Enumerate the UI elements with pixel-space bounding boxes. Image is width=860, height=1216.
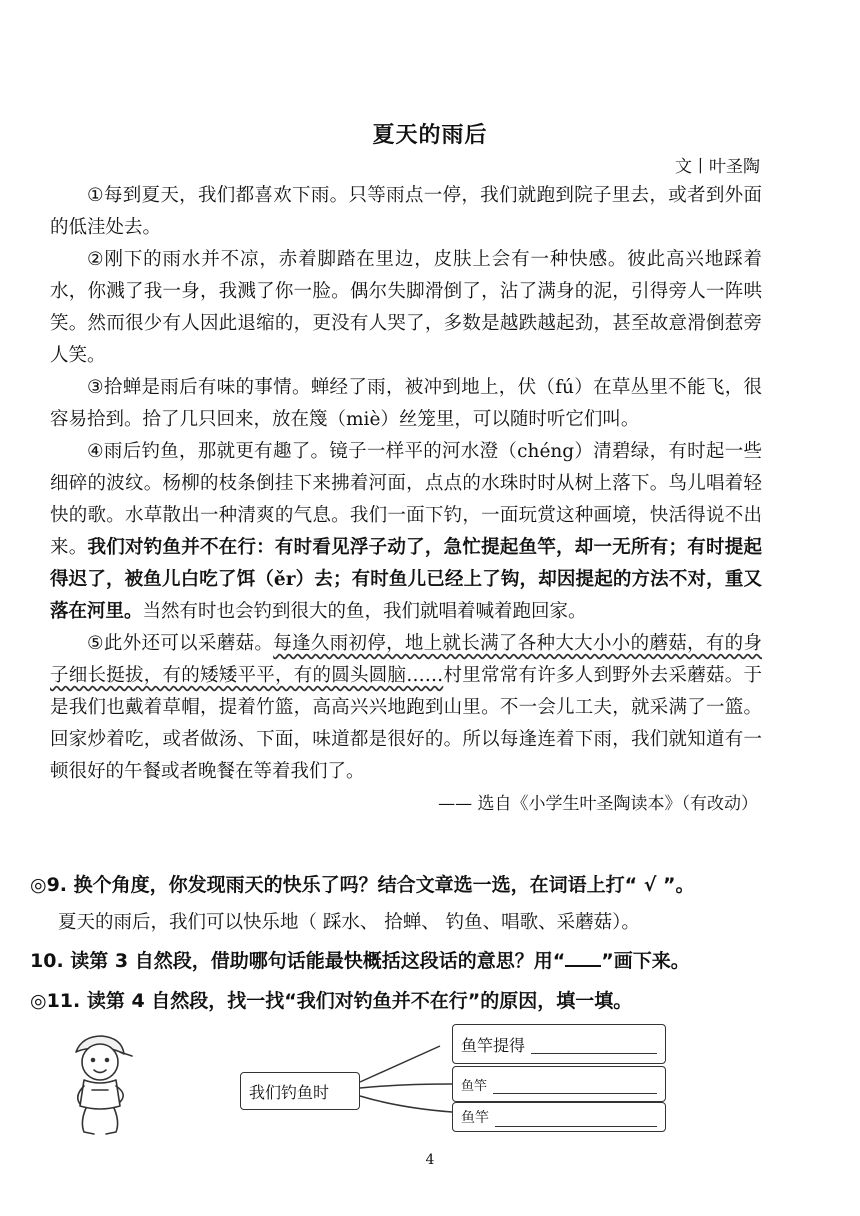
answer-blank[interactable] [495,1108,657,1127]
paragraph-text: 雨后钓鱼，那就更有趣了。镜子一样平的河水澄（chéng）清碧绿，有时起一些细碎的波纹。杨柳的枝条倒挂下来拂着河面，点点的水珠时时从树上落下。鸟儿唱着轻快的歌。水草散出一种清爽的气息。我们一面下钓，一面玩赏这种画境，快活得说不出来。 [50,441,762,558]
diagram-center-box [240,1072,360,1110]
question-9: ◎9. 换个角度，你发现雨天的快乐了吗？结合文章选一选，在词语上打“ √ ”。 [30,874,695,896]
paragraph-number: ④ [87,441,104,462]
paragraph-number: ① [87,185,104,206]
paragraph-text: 刚下的雨水并不凉，赤着脚踏在里边，皮肤上会有一种快感。彼此高兴地踩着水，你溅了我一身，我溅了你一脸。偶尔失脚滑倒了，沾了满身的泥，引得旁人一阵哄笑。然而很少有人因此退缩的，更没有人哭了，多数是越跌越起劲，甚至故意滑倒惹旁人笑。 [50,249,762,366]
diagram-branch-1 [452,1024,666,1064]
diagram-branch-2 [452,1066,666,1102]
paragraph-number: ⑤ [87,633,104,654]
answer-blank[interactable] [531,1035,657,1054]
diagram-center-label: 我们钓鱼时 [249,1082,330,1102]
article-source: —— 选自《小学生叶圣陶读本》（有改动） [438,794,758,814]
article-title: 夏天的雨后 [372,122,488,148]
paragraph-text: 当然有时也会钓到很大的鱼，我们就唱着喊着跑回家。 [142,601,587,622]
paragraph-text: 每到夏天，我们都喜欢下雨。只等雨点一停，我们就跑到院子里去，或者到外面的低洼处去。 [50,185,762,238]
paragraph-bold-text: 我们对钓鱼并不在行：有时看见浮子动了，急忙提起鱼竿，却一无所有；有时提起得迟了，被鱼儿白吃了饵（ěr）去；有时鱼儿已经上了钩，却因提起的方法不对，重又落在河里。 [50,537,762,622]
answer-blank[interactable] [493,1075,657,1094]
branch-1-label: 鱼竿提得 [461,1035,526,1055]
paragraph-number: ② [87,249,104,270]
wavy-underlined-text: 每逢久雨初停，地上就长满了各种大大小小的蘑菇，有的身子细长挺拔，有的矮矮平平，有的圆头圆脑…… [50,633,762,686]
question-9-options: 夏天的雨后，我们可以快乐地（ 踩水、 拾蝉、 钓鱼、唱歌、采蘑菇）。 [58,912,640,933]
page-number: 4 [425,1152,435,1168]
branch-3-label: 鱼竿 [461,1110,489,1126]
paragraph-text: 此外还可以采蘑菇。 [103,633,274,654]
branch-2-label: 鱼竿 [461,1078,488,1094]
paragraph-text: 村里常常有许多人到野外去采蘑菇。于是我们也戴着草帽，提着竹篮，高高兴兴地跑到山里。不一会儿工夫，就采满了一篮。回家炒着吃，或者做汤、下面，味道都是很好的。所以每逢连着下雨，我们就知道有一顿很好的午餐或者晚餐在等着我们了。 [50,665,762,782]
diagram-branch-3 [452,1102,666,1132]
article-author: 文丨叶圣陶 [675,157,760,177]
question-10-text-end: ”画下来。 [601,950,690,972]
paragraph-number: ③ [87,377,104,398]
question-10-text: 10. 读第 3 自然段，借助哪句话能最快概括这段话的意思？用“ [30,950,566,972]
paragraph-text: 拾蝉是雨后有味的事情。蝉经了雨，被冲到地上，伏（fú）在草丛里不能飞，很容易拾到。拾了几只回来，放在篾（miè）丝笼里，可以随时听它们叫。 [50,377,762,430]
question-11: ◎11. 读第 4 自然段，找一找“我们对钓鱼并不在行”的原因，填一填。 [30,990,633,1012]
